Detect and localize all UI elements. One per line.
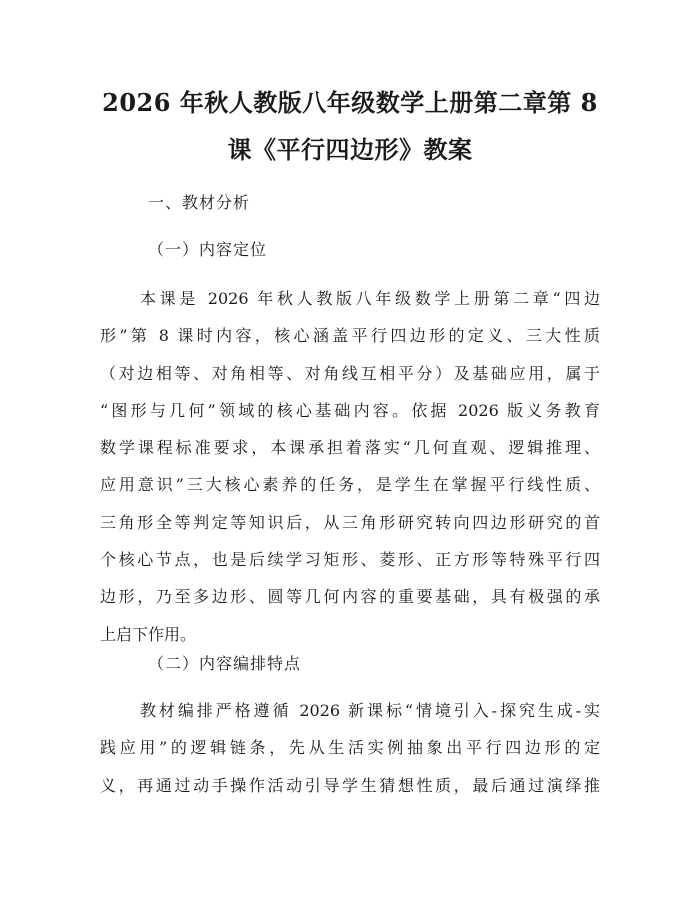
paragraph-line: （对边相等、对角相等、对角线互相平分）及基础应用，属于: [100, 363, 600, 383]
subsection-heading-content-position: （一）内容定位: [148, 240, 268, 259]
document-title-line-2: 课《平行四边形》教案: [227, 135, 473, 164]
paragraph-line: 应用意识”三大核心素养的任务，是学生在掌握平行线性质、: [100, 475, 600, 495]
paragraph-line: 上启下作用。: [100, 624, 197, 644]
paragraph-arrangement-features: [100, 701, 600, 813]
paragraph-line: 个核心节点，也是后续学习矩形、菱形、正方形等特殊平行四: [100, 550, 600, 570]
paragraph-line: 践应用”的逻辑链条，先从生活实例抽象出平行四边形的定: [100, 738, 600, 758]
paragraph-line: 三角形全等判定等知识后，从三角形研究转向四边形研究的首: [100, 512, 600, 532]
paragraph-line: 边形，乃至多边形、圆等几何内容的重要基础，具有极强的承: [100, 587, 600, 607]
paragraph-content-position: [100, 289, 600, 662]
paragraph-line: “图形与几何”领域的核心基础内容。依据 2026 版义务教育: [100, 400, 600, 420]
paragraph-line: 本课是 2026 年秋人教版八年级数学上册第二章“四边: [140, 289, 600, 308]
paragraph-line: 教材编排严格遵循 2026 新课标“情境引入-探究生成-实: [140, 701, 600, 720]
paragraph-line: 义，再通过动手操作活动引导学生猜想性质，最后通过演绎推: [100, 775, 600, 795]
paragraph-line: 数学课程标准要求，本课承担着落实“几何直观、逻辑推理、: [100, 438, 600, 458]
paragraph-line: 形”第 8 课时内容，核心涵盖平行四边形的定义、三大性质: [100, 326, 600, 346]
document-title-line-1: 2026 年秋人教版八年级数学上册第二章第 8: [102, 88, 598, 117]
subsection-heading-arrangement-features: （二）内容编排特点: [148, 654, 302, 673]
section-heading-textbook-analysis: 一、教材分析: [148, 193, 251, 212]
